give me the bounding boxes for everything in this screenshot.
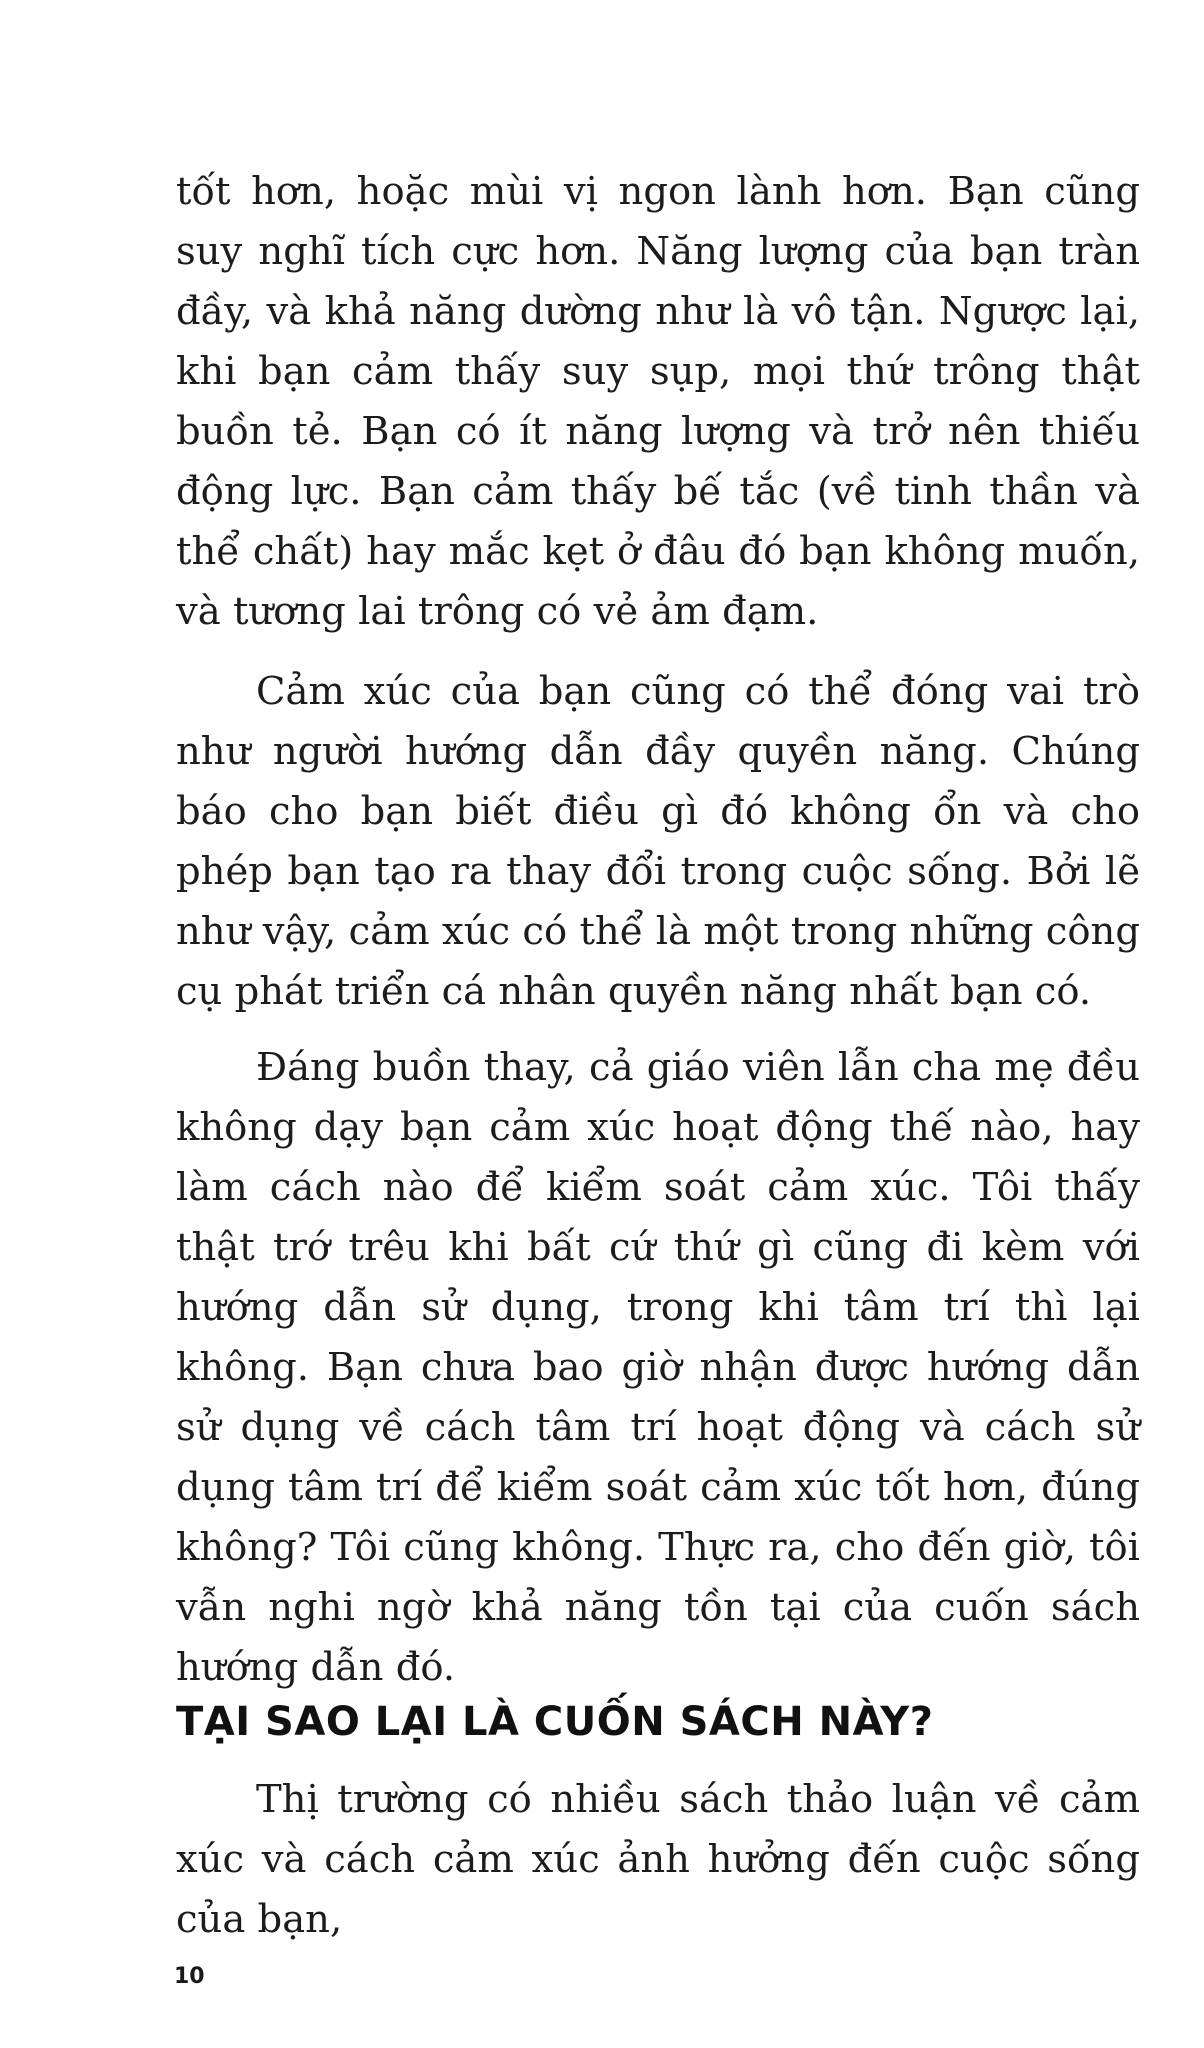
paragraph-why-this-book: Thị trường có nhiều sách thảo luận về cảm xúc và cách cảm xúc ảnh hưởng đến cuộc sống của bạn,	[176, 1777, 1140, 1942]
section-heading: TẠI SAO LẠI LÀ CUỐN SÁCH NÀY?	[176, 1699, 934, 1745]
paragraph-no-manual: Đáng buồn thay, cả giáo viên lẫn cha mẹ đều không dạy bạn cảm xúc hoạt động thế nào, hay làm cách nào để kiểm soát cảm xúc. Tôi thấy thật trớ trêu khi bất cứ thứ gì cũng đi kèm với hướng dẫn sử dụng, trong khi tâm trí thì lại không. Bạn chưa bao giờ nhận được hướng dẫn sử dụng về cách tâm trí hoạt động và cách sử dụng tâm trí để kiểm soát cảm xúc tốt hơn, đúng không? Tôi cũng không. Thực ra, cho đến giờ, tôi vẫn nghi ngờ khả năng tồn tại của cuốn sách hướng dẫn đó.	[176, 1045, 1140, 1690]
paragraph-emotions-guide: Cảm xúc của bạn cũng có thể đóng vai trò như người hướng dẫn đầy quyền năng. Chúng báo cho bạn biết điều gì đó không ổn và cho phép bạn tạo ra thay đổi trong cuộc sống. Bởi lẽ như vậy, cảm xúc có thể là một trong những công cụ phát triển cá nhân quyền năng nhất bạn có.	[176, 669, 1140, 1014]
page-number: 10	[174, 1964, 205, 1989]
paragraph-continuation: tốt hơn, hoặc mùi vị ngon lành hơn. Bạn cũng suy nghĩ tích cực hơn. Năng lượng của bạn tràn đầy, và khả năng dường như là vô tận. Ngược lại, khi bạn cảm thấy suy sụp, mọi thứ trông thật buồn tẻ. Bạn có ít năng lượng và trở nên thiếu động lực. Bạn cảm thấy bế tắc (về tinh thần và thể chất) hay mắc kẹt ở đâu đó bạn không muốn, và tương lai trông có vẻ ảm đạm.	[176, 169, 1140, 634]
